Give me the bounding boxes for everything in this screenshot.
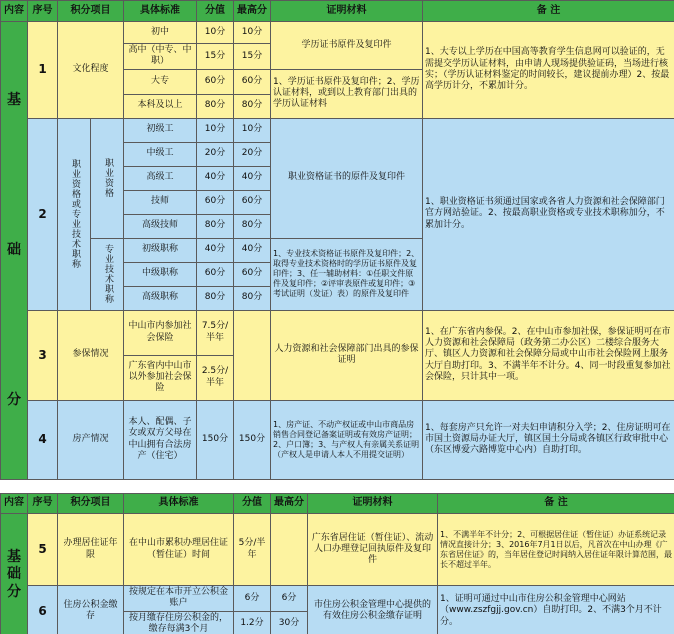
- row-item: 文化程度: [58, 22, 124, 119]
- standard: 高级职称: [124, 286, 197, 310]
- score: 2.5分/半年: [197, 355, 234, 400]
- note: 1、不满半年不计分；2、可根据居住证（暂住证）办证系统记录情况直接计分；3、2016年7月1日以后，凡首次在中山办理《广东省居住证》的，当年居住登记时间纳入居住证年限计算范围，最长不超过半年。: [438, 514, 674, 586]
- score: 80分: [197, 214, 234, 238]
- row-item: 参保情况: [58, 310, 124, 400]
- max-score: 80分: [234, 94, 271, 118]
- max-score: 15分: [234, 44, 271, 70]
- standard: 初中: [124, 22, 197, 44]
- max-score: 60分: [234, 190, 271, 214]
- max-score: 60分: [234, 69, 271, 94]
- section-content: [1, 514, 28, 634]
- row-seq: 6: [28, 586, 58, 634]
- table-header-row: [1, 1, 674, 22]
- table-header-row: [1, 494, 674, 514]
- table-gap: [0, 482, 674, 493]
- standard: 初级职称: [124, 238, 197, 262]
- standard: 按规定在本市开立公积金账户: [124, 586, 234, 612]
- header-score: 分值: [197, 1, 234, 22]
- score: 80分: [197, 94, 234, 118]
- score: 150分: [197, 400, 234, 479]
- header-proof: 证明材料: [308, 494, 438, 514]
- standard: 大专: [124, 69, 197, 94]
- max-score: [271, 514, 308, 586]
- note: 1、在广东省内参保。2、在中山市参加社保，参保证明可在市人力资源和社会保障局（政务第二办公区）二楼综合服务大厅、镇区人力资源和社会保障分局或中山市社会保险网上服务大厅自助打印。3、不满半年不计分。4、同一时段重复参加社会保险，只计其中一项。: [423, 310, 674, 400]
- section-char-1: 基: [7, 91, 21, 108]
- score: 60分: [197, 69, 234, 94]
- max-score: 60分: [234, 262, 271, 286]
- proof: 1、房产证、不动产权证或中山市商品房销售合同登记备案证明或有效房产证明；2、户口簿；3、与产权人有亲属关系证明（产权人是申请人本人不用提交证明）: [271, 400, 423, 479]
- row-item: 住房公积金缴存: [58, 586, 124, 634]
- section-char-3: 分: [7, 391, 21, 408]
- standard: 中级职称: [124, 262, 197, 286]
- header-content: 内容: [1, 494, 28, 514]
- sub-item: 职业资格: [91, 118, 124, 238]
- sub-item: 专业技术职称: [91, 238, 124, 310]
- header-item: 积分项目: [58, 1, 124, 22]
- section-content: [1, 22, 28, 480]
- score: 20分: [197, 142, 234, 166]
- max-score: 80分: [234, 214, 271, 238]
- standard: 在中山市累积办理居住证（暂住证）时间: [124, 514, 234, 586]
- standard: 中级工: [124, 142, 197, 166]
- header-max: 最高分: [234, 1, 271, 22]
- score: 60分: [197, 262, 234, 286]
- standard: 高中（中专、中职）: [124, 44, 197, 70]
- max-score: 40分: [234, 166, 271, 190]
- standard: 技师: [124, 190, 197, 214]
- header-seq: 序号: [28, 494, 58, 514]
- max-score: 6分: [271, 586, 308, 612]
- standard: 本人、配偶、子女或双方父母在中山拥有合法房产（住宅）: [124, 400, 197, 479]
- table-row: [1, 310, 674, 355]
- row-seq: 2: [28, 118, 58, 310]
- proof: 学历证书原件及复印件: [271, 22, 423, 70]
- max-score: [234, 310, 271, 400]
- score: 60分: [197, 190, 234, 214]
- header-standard: 具体标准: [124, 494, 234, 514]
- table-row: [1, 22, 674, 44]
- score: 5分/半年: [234, 514, 271, 586]
- table-row: [1, 400, 674, 479]
- points-table-bottom: [0, 493, 674, 634]
- proof: 1、专业技术资格证书原件及复印件；2、取得专业技术资格时的学历证书原件及复印件；3、任一辅助材料：①任职文件原件及复印件；②评审表原件或复印件；③考试证明（发证）表）的原件及复印件: [271, 238, 423, 310]
- proof: 市住房公积金管理中心提供的有效住房公积金缴存证明: [308, 586, 438, 634]
- header-standard: 具体标准: [124, 1, 197, 22]
- note: 1、大专以上学历在中国高等教育学生信息网可以验证的，无需提交学历认证材料，由申请人现场提供验证码，当场进行核实；（学历认证材料鉴定的时间较长，建议提前办理）2、按最高学历计分，不累加计分。: [423, 22, 674, 119]
- row-seq: 5: [28, 514, 58, 586]
- standard: 中山市内参加社会保险: [124, 310, 197, 355]
- score: 10分: [197, 118, 234, 142]
- standard: 广东省内中山市以外参加社会保险: [124, 355, 197, 400]
- row-item: 办理居住证年限: [58, 514, 124, 586]
- note: 1、证明可通过中山市住房公积金管理中心网站（www.zszfgjj.gov.cn）自助打印。2、不满3个月不计分。: [438, 586, 674, 634]
- table-row: [1, 514, 674, 586]
- max-score: 20分: [234, 142, 271, 166]
- header-item: 积分项目: [58, 494, 124, 514]
- score: 80分: [197, 286, 234, 310]
- row-item: 房产情况: [58, 400, 124, 479]
- header-seq: 序号: [28, 1, 58, 22]
- proof: 广东省居住证（暂住证）、流动人口办理登记回执原件及复印件: [308, 514, 438, 586]
- max-score: 40分: [234, 238, 271, 262]
- table-row: [1, 118, 674, 142]
- max-score: 10分: [234, 118, 271, 142]
- standard: 高级技师: [124, 214, 197, 238]
- header-proof: 证明材料: [271, 1, 423, 22]
- standard: 按月缴存住房公积金的，缴存每满3个月: [124, 611, 234, 634]
- section-char-2: 础: [7, 566, 21, 583]
- header-content: 内容: [1, 1, 28, 22]
- proof: 职业资格证书的原件及复印件: [271, 118, 423, 238]
- score: 7.5分/半年: [197, 310, 234, 355]
- standard: 本科及以上: [124, 94, 197, 118]
- header-note: 备 注: [438, 494, 674, 514]
- score: 15分: [197, 44, 234, 70]
- note: 1、每套房产只允许一对夫妇申请积分入学；2、住房证明可在市国土资源局办证大厅，镇区国土分局或各镇区行政审批中心（东区博爱六路博览中心内）自助打印。: [423, 400, 674, 479]
- standard: 高级工: [124, 166, 197, 190]
- section-char-1: 基: [7, 548, 21, 565]
- score: 40分: [197, 166, 234, 190]
- row-item: 职业资格或专业技术职称: [58, 118, 91, 310]
- header-max: 最高分: [271, 494, 308, 514]
- proof: 1、学历证书原件及复印件；2、学历认证材料，或到以上教育部门出具的学历认证材料: [271, 69, 423, 118]
- max-score: 150分: [234, 400, 271, 479]
- max-score: 80分: [234, 286, 271, 310]
- header-score: 分值: [234, 494, 271, 514]
- row-seq: 1: [28, 22, 58, 119]
- score: 40分: [197, 238, 234, 262]
- section-char-3: 分: [7, 583, 21, 600]
- max-score: 10分: [234, 22, 271, 44]
- row-seq: 3: [28, 310, 58, 400]
- score: 1.2分: [234, 611, 271, 634]
- row-seq: 4: [28, 400, 58, 479]
- table-row: [1, 586, 674, 612]
- max-score: 30分: [271, 611, 308, 634]
- note: 1、职业资格证书须通过国家或各省人力资源和社会保障部门官方网站验证。2、按最高职业资格或专业技术职称加分，不累加计分。: [423, 118, 674, 310]
- standard: 初级工: [124, 118, 197, 142]
- section-char-2: 础: [7, 241, 21, 258]
- proof: 人力资源和社会保障部门出具的参保证明: [271, 310, 423, 400]
- header-note: 备 注: [423, 1, 674, 22]
- score: 6分: [234, 586, 271, 612]
- score: 10分: [197, 22, 234, 44]
